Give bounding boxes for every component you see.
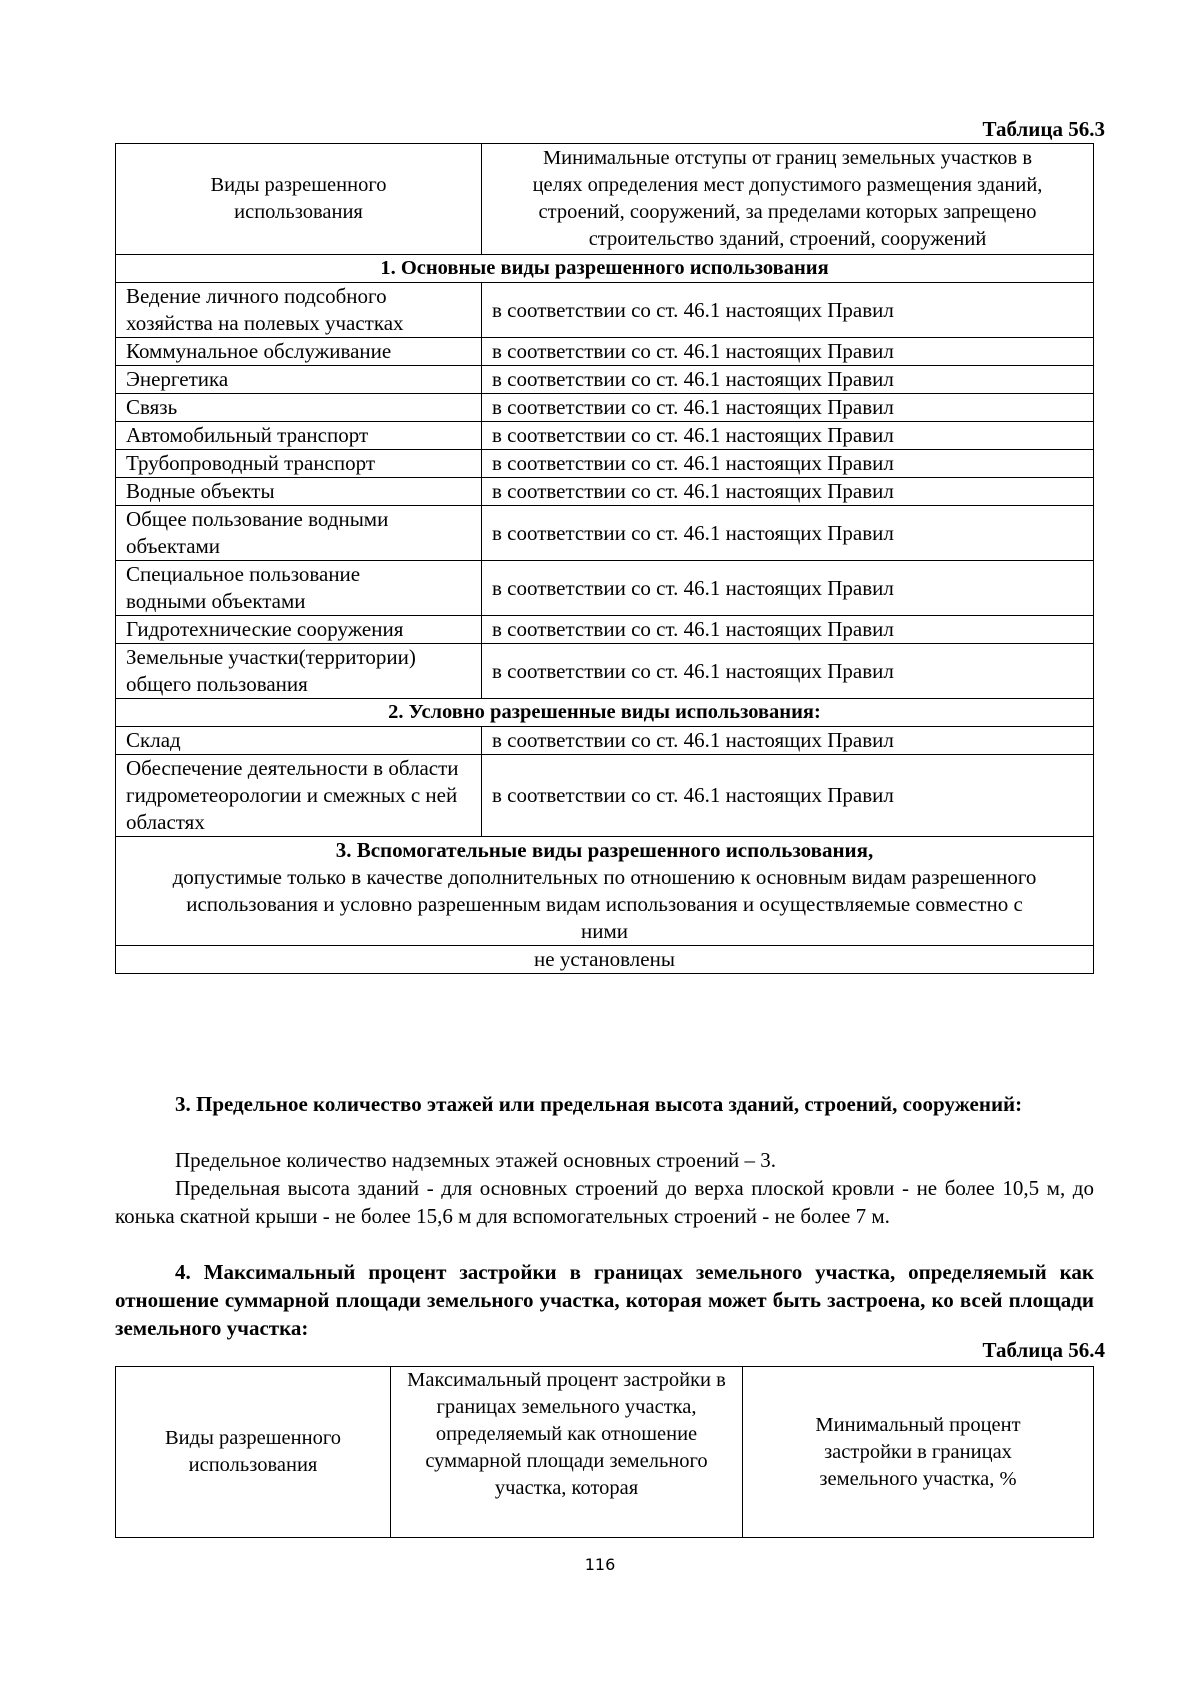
table-row — [116, 727, 1094, 755]
section-2-title: 2. Условно разрешенные виды использования: — [116, 699, 1094, 727]
row-value: в соответствии со ст. 46.1 настоящих Правил — [482, 755, 1094, 837]
header-cell-max-percent: Максимальный процент застройки в границах земельного участка, определяемый как отношение суммарной площади земельного участка, которая — [391, 1367, 743, 1538]
table-row — [116, 283, 1094, 338]
section-3-value: не установлены — [116, 946, 1094, 974]
row-name: Обеспечение деятельности в области гидрометеорологии и смежных с ней областях — [116, 755, 482, 837]
table-row — [116, 366, 1094, 394]
header-cell-types: Виды разрешенного использования — [116, 1367, 391, 1538]
table-row — [116, 561, 1094, 616]
table-row — [116, 946, 1094, 974]
table-row — [116, 755, 1094, 837]
row-name: Земельные участки(территории) общего пользования — [116, 644, 482, 699]
row-name: Трубопроводный транспорт — [116, 450, 482, 478]
section-4-heading: 4. Максимальный процент застройки в границах земельного участка, определяемый как отношение суммарной площади земельного участка, которая может быть застроена, ко всей площади земельного участка: — [115, 1260, 1094, 1340]
row-value: в соответствии со ст. 46.1 настоящих Правил — [482, 561, 1094, 616]
table-row — [116, 506, 1094, 561]
row-value: в соответствии со ст. 46.1 настоящих Правил — [482, 644, 1094, 699]
table-56-3-caption: Таблица 56.3 — [982, 117, 1105, 141]
header-cell-min-percent: Минимальный процент застройки в границах земельного участка, % — [743, 1367, 1094, 1538]
table-row — [116, 394, 1094, 422]
row-name: Гидротехнические сооружения — [116, 616, 482, 644]
section-row — [116, 699, 1094, 727]
row-value: в соответствии со ст. 46.1 настоящих Правил — [482, 450, 1094, 478]
section-3-title: 3. Вспомогательные виды разрешенного использования, — [335, 838, 874, 862]
row-name: Склад — [116, 727, 482, 755]
table-56-3 — [115, 143, 1094, 974]
page-number: 116 — [584, 1555, 616, 1574]
table-row — [116, 450, 1094, 478]
row-value: в соответствии со ст. 46.1 настоящих Правил — [482, 283, 1094, 338]
row-name: Связь — [116, 394, 482, 422]
section-row — [116, 837, 1094, 946]
row-value: в соответствии со ст. 46.1 настоящих Правил — [482, 727, 1094, 755]
row-name: Водные объекты — [116, 478, 482, 506]
row-value: в соответствии со ст. 46.1 настоящих Правил — [482, 366, 1094, 394]
section-3-heights: Предельная высота зданий - для основных строений до верха плоской кровли - не более 10,5 м, до конька скатной крыши - не более 15,6 м для вспомогательных строений - не более 7 м. — [115, 1176, 1094, 1228]
table-56-4-caption: Таблица 56.4 — [982, 1338, 1105, 1362]
table-header-row — [116, 1367, 1094, 1538]
row-name: Общее пользование водными объектами — [116, 506, 482, 561]
table-header-row — [116, 144, 1094, 255]
row-value: в соответствии со ст. 46.1 настоящих Правил — [482, 394, 1094, 422]
header-cell-setbacks: Минимальные отступы от границ земельных участков в целях определения мест допустимого размещения зданий, строений, сооружений, за пределами которых запрещено строительство зданий, строений, сооружений — [482, 144, 1094, 255]
row-name: Автомобильный транспорт — [116, 422, 482, 450]
row-value: в соответствии со ст. 46.1 настоящих Правил — [482, 422, 1094, 450]
table-row — [116, 478, 1094, 506]
row-value: в соответствии со ст. 46.1 настоящих Правил — [482, 338, 1094, 366]
table-row — [116, 644, 1094, 699]
table-56-4 — [115, 1366, 1094, 1538]
row-name: Энергетика — [116, 366, 482, 394]
section-3-text: допустимые только в качестве дополнительных по отношению к основным видам разрешенного использования и условно разрешенным видам использования и осуществляемые совместно с ними — [172, 865, 1037, 943]
table-row — [116, 422, 1094, 450]
section-3-floors: Предельное количество надземных этажей основных строений – 3. — [175, 1148, 777, 1172]
row-value: в соответствии со ст. 46.1 настоящих Правил — [482, 478, 1094, 506]
section-3-cell — [116, 837, 1094, 946]
row-value: в соответствии со ст. 46.1 настоящих Правил — [482, 506, 1094, 561]
table-row — [116, 338, 1094, 366]
section-3-heading: 3. Предельное количество этажей или предельная высота зданий, строений, сооружений: — [175, 1092, 1023, 1116]
row-name: Ведение личного подсобного хозяйства на полевых участках — [116, 283, 482, 338]
row-value: в соответствии со ст. 46.1 настоящих Правил — [482, 616, 1094, 644]
header-cell-types: Виды разрешенного использования — [116, 144, 482, 255]
section-1-title: 1. Основные виды разрешенного использования — [116, 255, 1094, 283]
row-name: Коммунальное обслуживание — [116, 338, 482, 366]
table-row — [116, 616, 1094, 644]
row-name: Специальное пользование водными объектами — [116, 561, 482, 616]
section-row — [116, 255, 1094, 283]
